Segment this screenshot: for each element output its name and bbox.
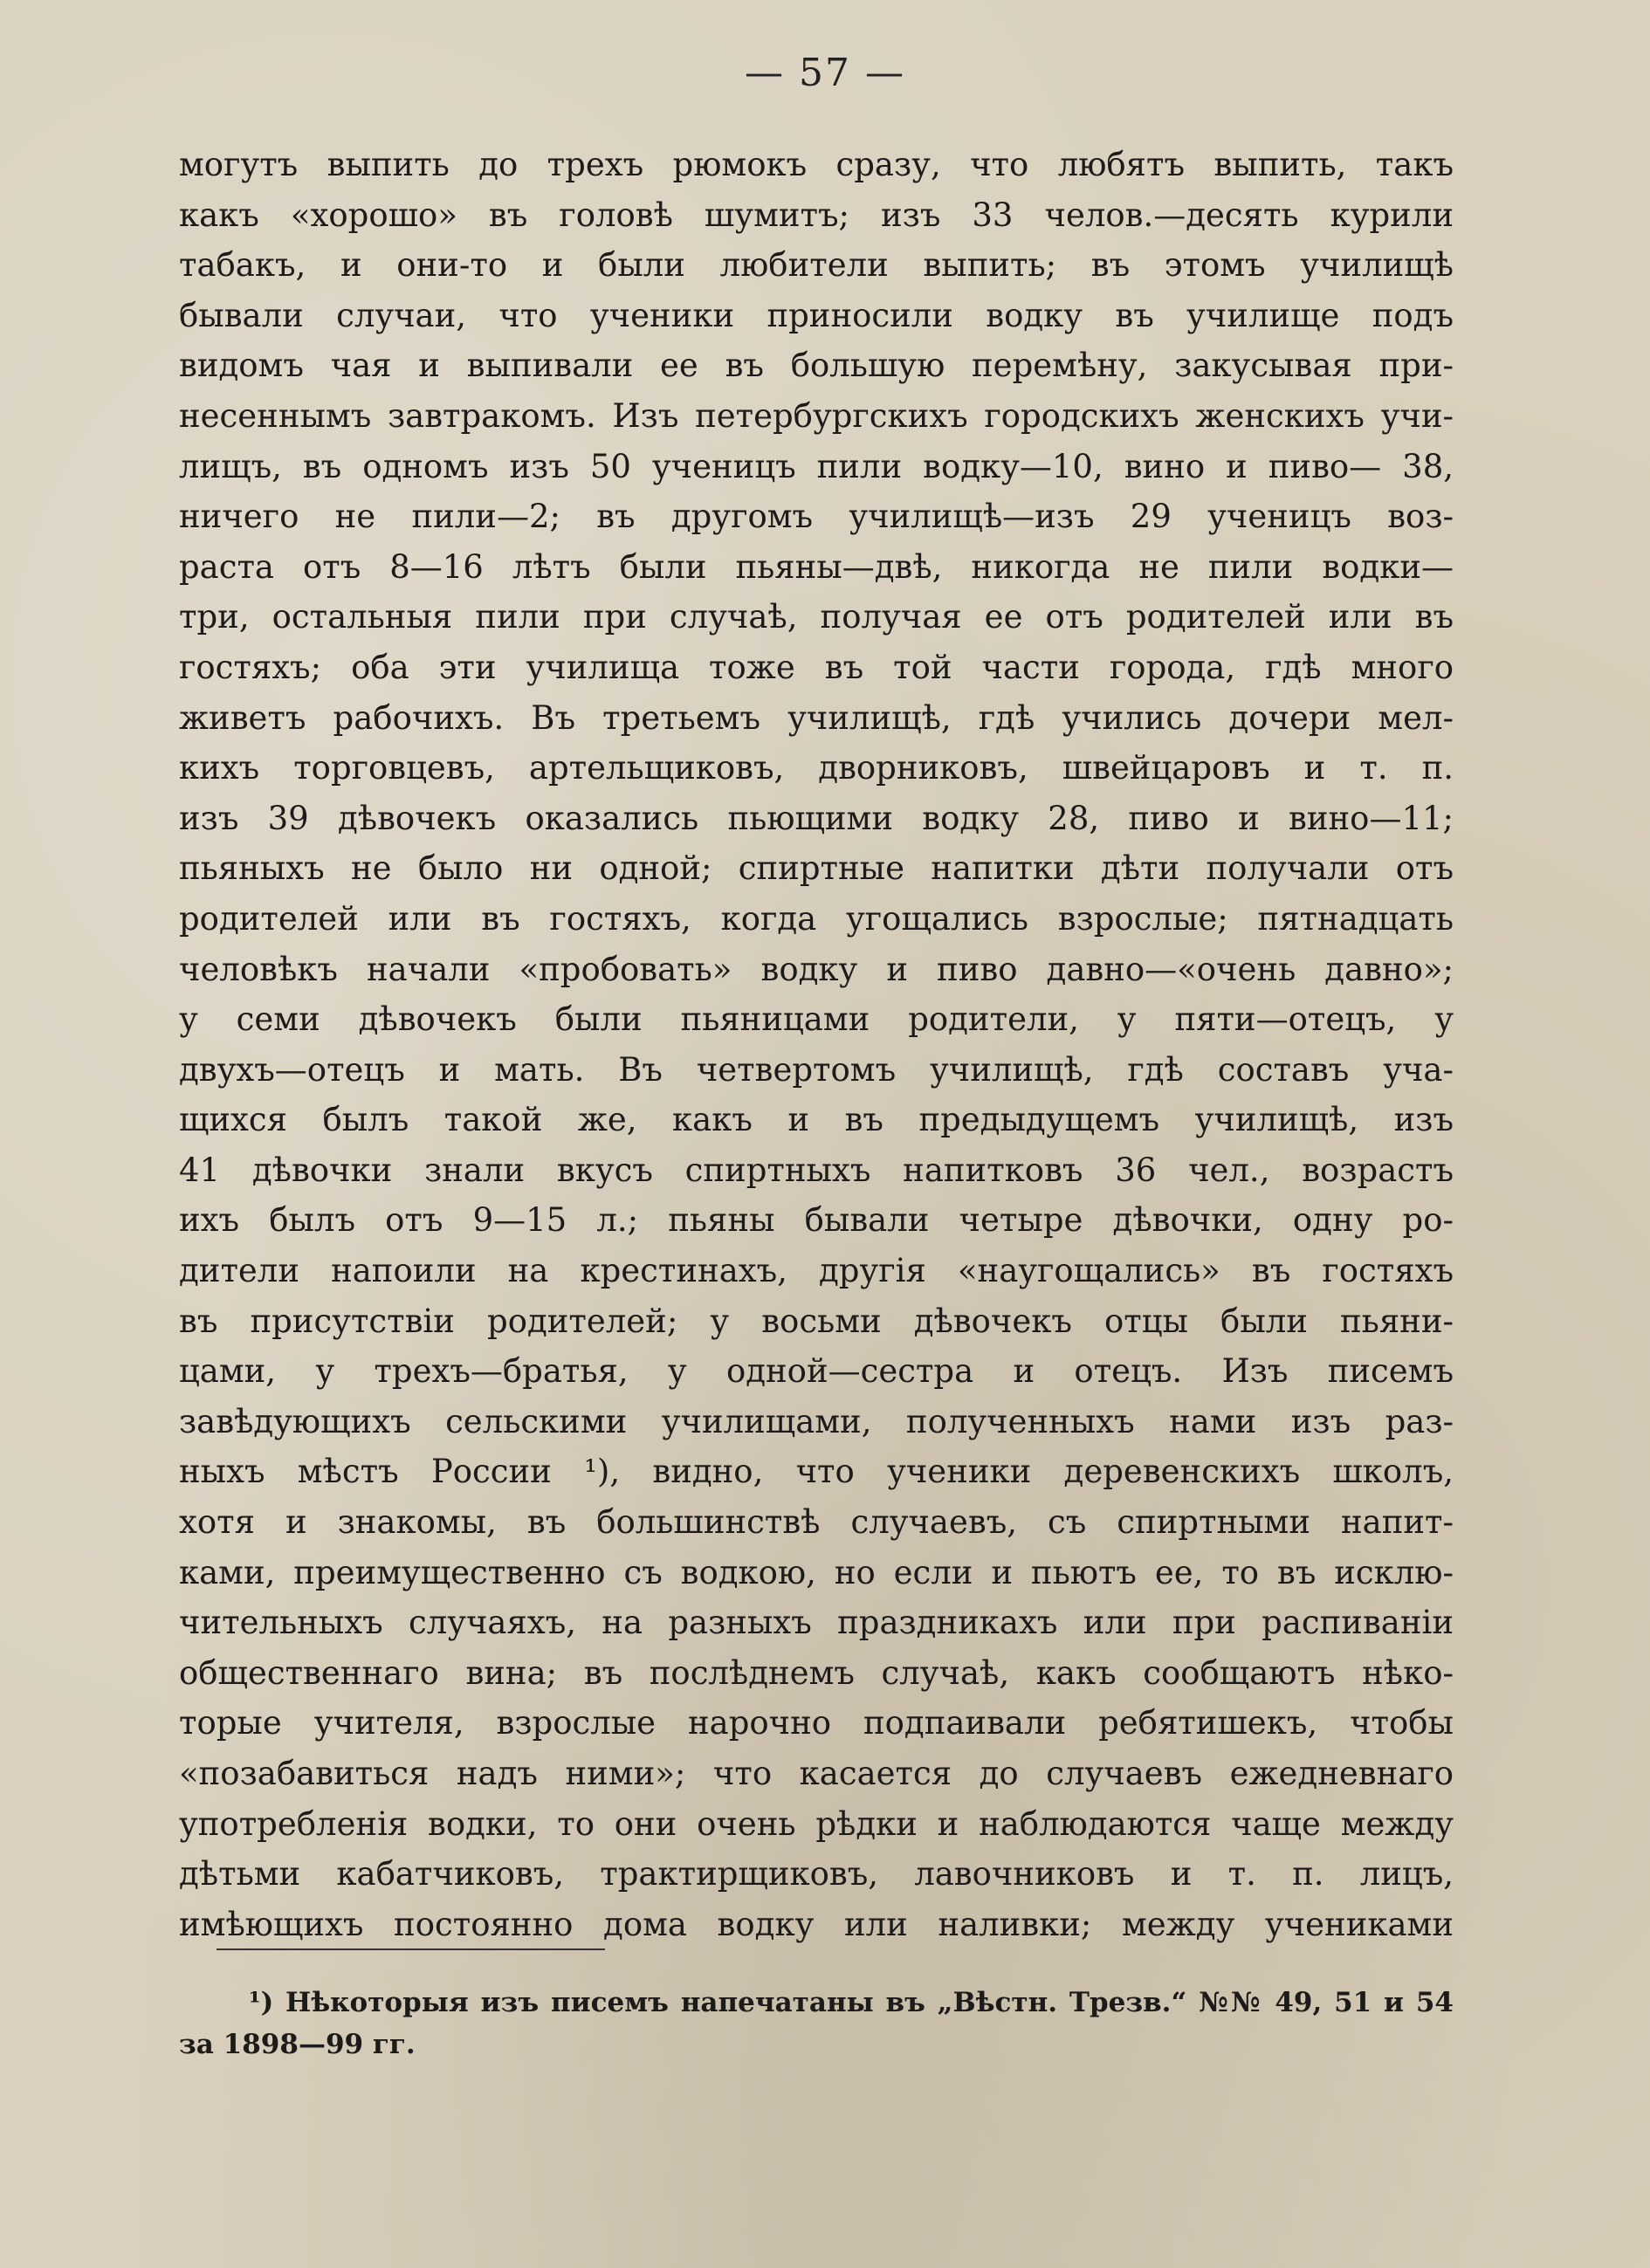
text-line: 41 дѣвочки знали вкусъ спиртныхъ напитковъ 36 чел., возрастъ: [179, 1151, 1454, 1189]
text-line: табакъ, и они-то и были любители выпить; въ этомъ училищѣ: [179, 246, 1454, 285]
text-line: общественнаго вина; въ послѣднемъ случаѣ, какъ сообщаютъ нѣко-: [179, 1653, 1454, 1692]
text-line: ничего не пили—2; въ другомъ училищѣ—изъ 29 ученицъ воз-: [179, 498, 1454, 536]
text-line: ихъ былъ отъ 9—15 л.; пьяны бывали четыре дѣвочки, одну ро-: [179, 1201, 1454, 1240]
text-line: живетъ рабочихъ. Въ третьемъ училищѣ, гдѣ учились дочери мел-: [179, 698, 1454, 737]
text-line: какъ «хорошо» въ головѣ шумитъ; изъ 33 челов.—десять курили: [179, 196, 1454, 234]
text-line: родителей или въ гостяхъ, когда угощались взрослые; пятнадцать: [179, 899, 1454, 938]
text-line: три, остальныя пили при случаѣ, получая ее отъ родителей или въ: [179, 598, 1454, 636]
text-line: кихъ торговцевъ, артельщиковъ, дворниковъ, швейцаровъ и т. п.: [179, 749, 1454, 787]
text-line: цами, у трехъ—братья, у одной—сестра и отецъ. Изъ писемъ: [179, 1352, 1454, 1391]
text-line: несеннымъ завтракомъ. Изъ петербургскихъ городскихъ женскихъ учи-: [179, 396, 1454, 435]
text-line: двухъ—отецъ и мать. Въ четвертомъ училищѣ, гдѣ составъ уча-: [179, 1050, 1454, 1089]
text-line: бывали случаи, что ученики приносили водку въ училище подъ: [179, 296, 1454, 334]
text-line: изъ 39 дѣвочекъ оказались пьющими водку 28, пиво и вино—11;: [179, 799, 1454, 837]
text-line: гостяхъ; оба эти училища тоже въ той части города, гдѣ много: [179, 648, 1454, 686]
text-line: «позабавиться надъ ними»; что касается до случаевъ ежедневнаго: [179, 1755, 1454, 1792]
text-line: у семи дѣвочекъ были пьяницами родители, у пяти—отецъ, у: [179, 1000, 1454, 1039]
text-line: человѣкъ начали «пробовать» водку и пиво давно—«очень давно»;: [179, 950, 1454, 988]
text-line: дѣтьми кабатчиковъ, трактирщиковъ, лавочниковъ и т. п. лицъ,: [179, 1855, 1454, 1893]
text-line: щихся былъ такой же, какъ и въ предыдущемъ училищѣ, изъ: [179, 1101, 1454, 1139]
page-number: — 57 —: [745, 51, 905, 95]
footnote-line: ¹) Нѣкоторыя изъ писемъ напечатаны въ „Вѣстн. Трезв.“ №№ 49, 51 и 54: [249, 1987, 1454, 2018]
footnote-divider: [217, 1948, 605, 1950]
text-line: могутъ выпить до трехъ рюмокъ сразу, что любятъ выпить, такъ: [179, 146, 1454, 183]
text-line: хотя и знакомы, въ большинствѣ случаевъ, съ спиртными напит-: [179, 1503, 1454, 1542]
text-line: имѣющихъ постоянно дома водку или наливки; между учениками: [179, 1905, 1454, 1943]
text-line: лищъ, въ одномъ изъ 50 ученицъ пили водку—10, вино и пиво— 38,: [179, 447, 1454, 485]
text-line: торые учителя, взрослые нарочно подпаивали ребятишекъ, чтобы: [179, 1704, 1454, 1742]
text-line: видомъ чая и выпивали ее въ большую перемѣну, закусывая при-: [179, 347, 1454, 385]
text-line: ныхъ мѣстъ России ¹), видно, что ученики деревенскихъ школъ,: [179, 1453, 1454, 1491]
text-line: употребленія водки, то они очень рѣдки и наблюдаются чаще между: [179, 1804, 1454, 1843]
text-line: въ присутствіи родителей; у восьми дѣвочекъ отцы были пьяни-: [179, 1302, 1454, 1340]
text-line: раста отъ 8—16 лѣтъ были пьяны—двѣ, никогда не пили водки—: [179, 547, 1454, 586]
text-line: пьяныхъ не было ни одной; спиртные напитки дѣти получали отъ: [179, 849, 1454, 888]
text-line: чительныхъ случаяхъ, на разныхъ праздникахъ или при распиваніи: [179, 1604, 1454, 1642]
footnote-line: за 1898—99 гг.: [179, 2029, 416, 2060]
footnote: [179, 1982, 1454, 2065]
text-line: ками, преимущественно съ водкою, но если и пьютъ ее, то въ исклю-: [179, 1553, 1454, 1591]
body-text: [179, 140, 1454, 1949]
text-line: дители напоили на крестинахъ, другія «наугощались» въ гостяхъ: [179, 1252, 1454, 1290]
text-line: завѣдующихъ сельскими училищами, полученныхъ нами изъ раз-: [179, 1402, 1454, 1440]
